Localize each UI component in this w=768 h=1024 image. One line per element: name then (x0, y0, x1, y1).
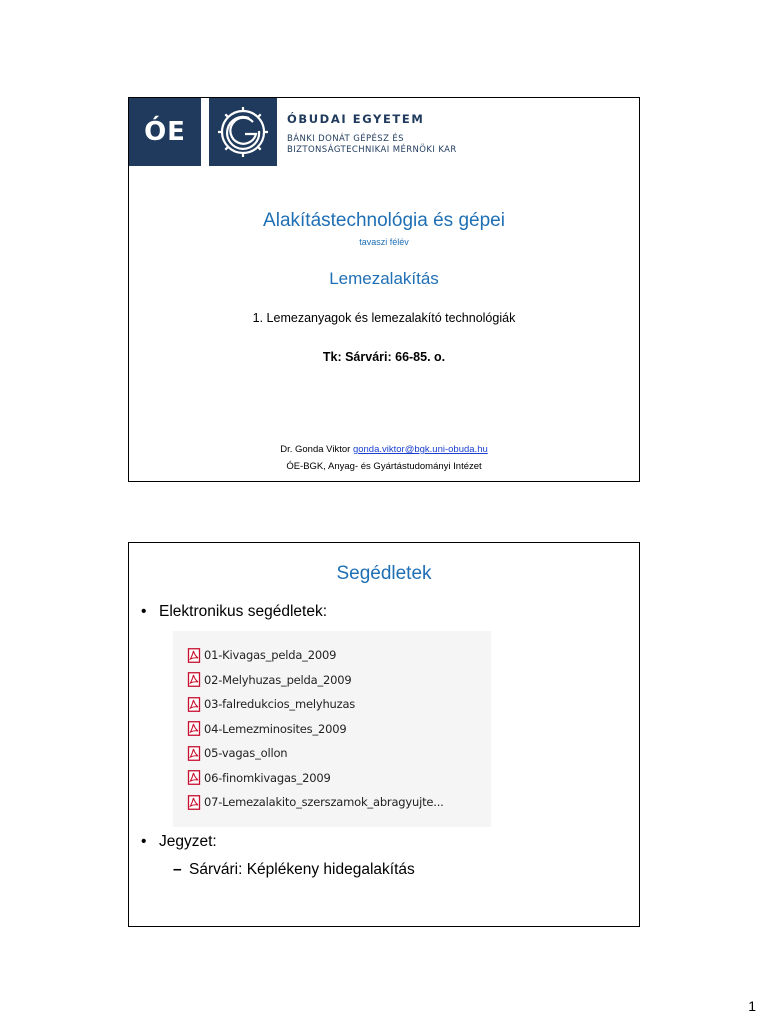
lecture-subtitle: Lemezalakítás (329, 269, 439, 288)
semester-label: tavaszi félév (359, 237, 409, 247)
pdf-icon (187, 648, 201, 663)
file-list-item[interactable] (187, 692, 444, 717)
author-email-link[interactable]: gonda.viktor@bgk.uni-obuda.hu (352, 444, 488, 455)
file-list-item[interactable] (187, 741, 444, 766)
pdf-icon (187, 721, 201, 736)
file-list-panel (173, 631, 491, 827)
textbook-reference: Tk: Sárvári: 66-85. o. (322, 350, 446, 364)
file-name: 01-Kivagas_pelda_2009 (204, 648, 337, 663)
file-list-item[interactable] (187, 668, 444, 693)
subbullet-textbook (173, 861, 415, 879)
slide-title: Segédletek (336, 563, 432, 584)
faculty-name (287, 134, 457, 156)
faculty-line-2: BIZTONSÁGTECHNIKAI MÉRNÖKI KAR (287, 145, 457, 155)
subbullet-text: Sárvári: Képlékeny hidegalakítás (189, 861, 415, 878)
oe-logo: ÓE (129, 98, 201, 166)
file-list (187, 643, 444, 815)
faculty-line-1: BÁNKI DONÁT GÉPÉSZ ÉS (287, 134, 404, 144)
pdf-icon (187, 672, 201, 687)
pdf-icon (187, 795, 201, 810)
dash-marker: – (173, 861, 182, 878)
bullet-notes (141, 833, 217, 851)
bullet-marker: • (141, 833, 147, 850)
title-slide (128, 97, 640, 482)
file-name: 06-finomkivagas_2009 (204, 770, 331, 785)
pdf-icon (187, 770, 201, 785)
course-title: Alakítástechnológia és gépei (263, 210, 505, 231)
file-list-item[interactable] (187, 717, 444, 742)
pdf-icon (187, 697, 201, 712)
bullet-text: Jegyzet: (159, 833, 217, 850)
author-line (129, 444, 639, 455)
university-header (129, 98, 639, 166)
bullet-electronic-resources (141, 603, 327, 621)
author-name: Dr. Gonda Viktor (280, 444, 353, 455)
file-name: 07-Lemezalakito_szerszamok_abragyujte... (204, 795, 444, 810)
file-name: 05-vagas_ollon (204, 746, 288, 761)
file-name: 02-Melyhuzas_pelda_2009 (204, 672, 352, 687)
institute-line: ÓE-BGK, Anyag- és Gyártástudományi Intézet (286, 461, 482, 472)
file-list-item[interactable] (187, 790, 444, 815)
file-name: 03-falredukcios_melyhuzas (204, 697, 356, 712)
university-name: ÓBUDAI EGYETEM (287, 112, 425, 126)
file-list-item[interactable] (187, 643, 444, 668)
page-number: 1 (748, 998, 756, 1014)
file-list-item[interactable] (187, 766, 444, 791)
gear-logo-icon (209, 98, 277, 166)
pdf-icon (187, 746, 201, 761)
bullet-marker: • (141, 603, 147, 620)
file-name: 04-Lemezminosites_2009 (204, 721, 347, 736)
bullet-text: Elektronikus segédletek: (159, 603, 328, 620)
topic-line: 1. Lemezanyagok és lemezalakító technológiák (252, 311, 516, 325)
resources-slide (128, 542, 640, 927)
